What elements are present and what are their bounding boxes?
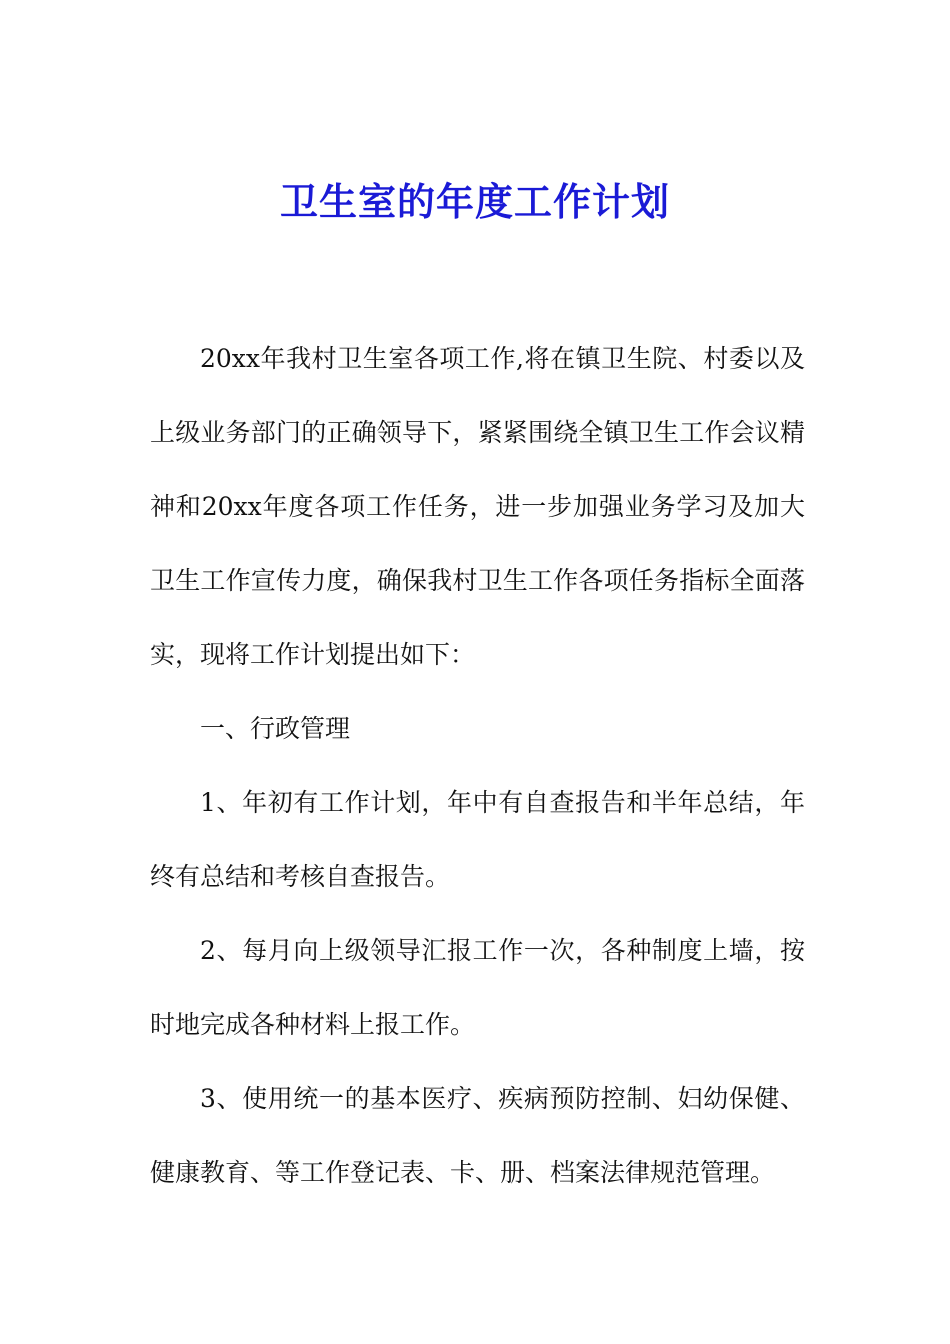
paragraph-item-1: 1、年初有工作计划，年中有自查报告和半年总结，年终有总结和考核自查报告。 xyxy=(150,788,805,891)
paragraph-item-3: 3、使用统一的基本医疗、疾病预防控制、妇幼保健、健康教育、等工作登记表、卡、册、档案法律规范管理。 xyxy=(150,1084,805,1187)
paragraph-item-2: 2、每月向上级领导汇报工作一次，各种制度上墙，按时地完成各种材料上报工作。 xyxy=(150,936,805,1039)
document-title: 卫生室的年度工作计划 xyxy=(279,180,670,224)
paragraph-intro: 20xx年我村卫生室各项工作,将在镇卫生院、村委以及上级业务部门的正确领导下，紧紧围绕全镇卫生工作会议精神和20xx年度各项工作任务，进一步加强业务学习及加大卫生工作宣传力度，确保我村卫生工作各项任务指标全面落实，现将工作计划提出如下： xyxy=(150,344,805,669)
section-heading-administration: 一、行政管理 xyxy=(200,714,351,743)
document-body xyxy=(150,322,805,1210)
